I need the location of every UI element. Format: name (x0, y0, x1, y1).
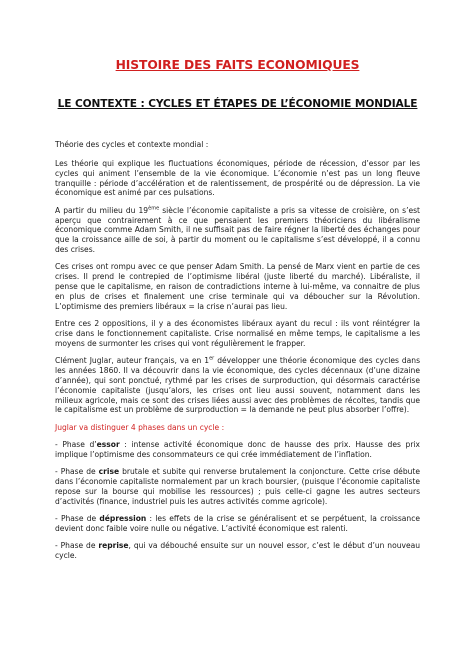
bold-term: crise (98, 467, 120, 477)
paragraph-liberal-economists: Entre ces 2 oppositions, il y a des économistes libéraux ayant du recul : ils vont réintégrer la crise dans le fonctionnement capitaliste. Crise normalisé en même temps, le capitalisme a les moyens de surmonter les crises qui vont régulièrement le frapper. (55, 319, 420, 348)
text-run: - Phase de (55, 514, 100, 524)
text-run: Clément Juglar, auteur français, va en 1 (55, 356, 210, 366)
section-title: LE CONTEXTE : CYCLES ET ÉTAPES DE L’ÉCONOMIE MONDIALE (57, 98, 418, 110)
paragraph-cycles-theory: Les théorie qui explique les fluctuations économiques, période de récession, d’essor par les cycles qui animent l’ensemble de la vie économique. L’économie n’est pas un long fleuve tranquille : période d’accélération et de ralentissement, de prospérité ou de dépression. La vie économique est animé par ces pulsations. (55, 158, 420, 198)
text-run: - Phase de (55, 467, 99, 477)
bold-term: essor (96, 440, 120, 450)
paragraph-intro-heading: Théorie des cycles et contexte mondial : (55, 140, 209, 149)
bold-term: reprise (98, 541, 129, 551)
document-body (55, 140, 420, 561)
document-title: HISTOIRE DES FAITS ECONOMIQUES (115, 58, 360, 72)
bold-term: dépression (99, 514, 147, 524)
paragraph-juglar (55, 356, 420, 415)
phase-essor (55, 440, 420, 460)
paragraph-19th-century (55, 206, 420, 255)
paragraph-marx: Ces crises ont rompu avec ce que penser Adam Smith. La pensé de Marx vient en partie de ces crises. Il prend le contrepied de l’optimisme libéral (juste liberté du marché). Libéraliste, il pense que le capitalisme, en raison de contradictions interne à lui-même, va connaitre de plus en plus de crises et finalement une crise terminale qui va déboucher sur la Révolution. L’optimisme des premiers libéraux = la crise n’aurai pas lieu. (55, 262, 420, 311)
text-run: : intense activité économique donc de hausse des prix. Hausse des prix implique l’optimisme des consommateurs ce qui crée immédiatement de l’inflation. (55, 440, 420, 459)
text-run: : les effets de la crise se généralisent et se perpétuent, la croissance devient donc faible voire nulle ou négative. L’activité économique est ralenti. (55, 514, 420, 533)
phases-heading: Juglar va distinguer 4 phases dans un cycle : (55, 422, 225, 432)
superscript: er (209, 355, 215, 362)
text-run: , qui va débouché ensuite sur un nouvel essor, c’est le début d’un nouveau cycle. (55, 541, 421, 561)
text-run: A partir du milieu du 19 (55, 205, 149, 215)
text-run: - Phase d’ (55, 440, 97, 450)
text-run: siècle l’économie capitaliste a pris sa vitesse de croisière, on s’est aperçu que contrairement à ce que pensaient les premiers théoriciens du libéralisme économique comme Adam Smith, il ne suffisait pas de faire régner la liberté des échanges pour que la croissance aille de soi, à partir du moment ou le capitalisme s’est développé, il a connu des crises. (55, 205, 421, 255)
phase-reprise (55, 541, 420, 561)
phase-depression (55, 514, 420, 534)
text-run: développer une théorie économique des cycles dans les années 1860. Il va découvrir dans la vie économique, des cycles décennaux (d’une dizaine d’année), qui sont ponctué, rythmé par les crises de surproduction, qui désormais caractérise l’économie capitaliste (jusqu’alors, les crises ont lieu aussi souvent, notamment dans les milieux agricole, mais ce sont des crises liées aussi avec des problèmes de récoltes, tandis que le capitalisme est un problème de surproduction = la demande ne peut plus absorber l’offre). (55, 356, 421, 415)
text-run: brutale et subite qui renverse brutalement la conjoncture. Cette crise débute dans l’économie capitaliste normalement par un krach boursier, (puisque l’économie capitaliste repose sur la bourse qui mobilise les ressources) ; puis celle-ci gagne les autres secteurs d’activités (finance, industriel puis les autres activités comme agricole). (55, 467, 420, 506)
phase-crise (55, 467, 420, 506)
superscript: ème (148, 205, 160, 212)
text-run: - Phase de (55, 541, 99, 551)
